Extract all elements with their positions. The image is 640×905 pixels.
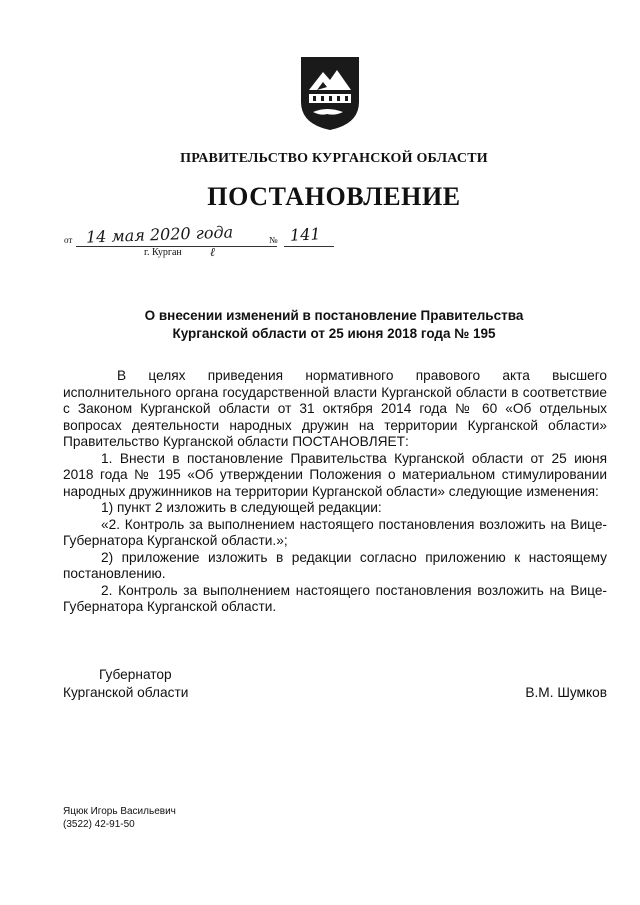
paragraph-subitem-2: 2) приложение изложить в редакции согласно приложению к настоящему постановлению. — [63, 549, 607, 581]
signer-position-line-2: Курганской области — [63, 685, 189, 700]
document-body — [63, 368, 607, 616]
number-label: № — [269, 235, 278, 245]
paragraph-subitem-1: 1) пункт 2 изложить в следующей редакции: — [101, 500, 382, 515]
paragraph-item-2: 2. Контроль за выполнением настоящего постановления возложить на Вице-Губернатора Курганской области. — [63, 582, 607, 614]
title-line-1: О внесении изменений в постановление Правительства — [144, 308, 524, 323]
title-line-2: Курганской области от 25 июня 2018 года № 195 — [172, 326, 496, 341]
document-meta — [64, 222, 354, 265]
document-type: ПОСТАНОВЛЕНИЕ — [207, 182, 461, 211]
date-label: от — [64, 235, 73, 245]
handwritten-date: 14 мая 2020 года — [85, 222, 234, 247]
executor-phone: (3522) 42-91-50 — [63, 819, 135, 830]
executor-block — [63, 805, 176, 831]
coat-of-arms-icon — [297, 54, 363, 132]
paragraph-preamble: В целях приведения нормативного правового акта высшего исполнительного органа государственной власти Курганской области в соответствие с Законом Курганской области от 31 октября 2014 года № 60 «Об отдельных вопросах деятельности народных дружин на территории Курганской области» Правительство Курганской области ПОСТАНОВЛЯЕТ: — [63, 368, 607, 449]
signature-block — [63, 666, 607, 702]
handwritten-mark: ℓ — [210, 245, 215, 259]
government-name: ПРАВИТЕЛЬСТВО КУРГАНСКОЙ ОБЛАСТИ — [180, 151, 488, 166]
paragraph-item-1: 1. Внести в постановление Правительства Курганской области от 25 июня 2018 года № 195 «Об утверждении Положения о материальном стимулировании народных дружинников на территории Курганской области» следующие изменения: — [63, 450, 607, 499]
executor-name: Яцюк Игорь Васильевич — [63, 806, 176, 817]
signer-name: В.М. Шумков — [525, 685, 607, 700]
number-underline — [284, 246, 334, 247]
signature-row — [63, 684, 607, 702]
city: г. Курган — [144, 247, 182, 258]
document-title — [14, 307, 640, 343]
signer-position-line-1: Губернатор — [99, 667, 172, 682]
paragraph-quote: «2. Контроль за выполнением настоящего постановления возложить на Вице-Губернатора Курганской области.»; — [63, 516, 607, 548]
handwritten-number: 141 — [289, 224, 322, 245]
